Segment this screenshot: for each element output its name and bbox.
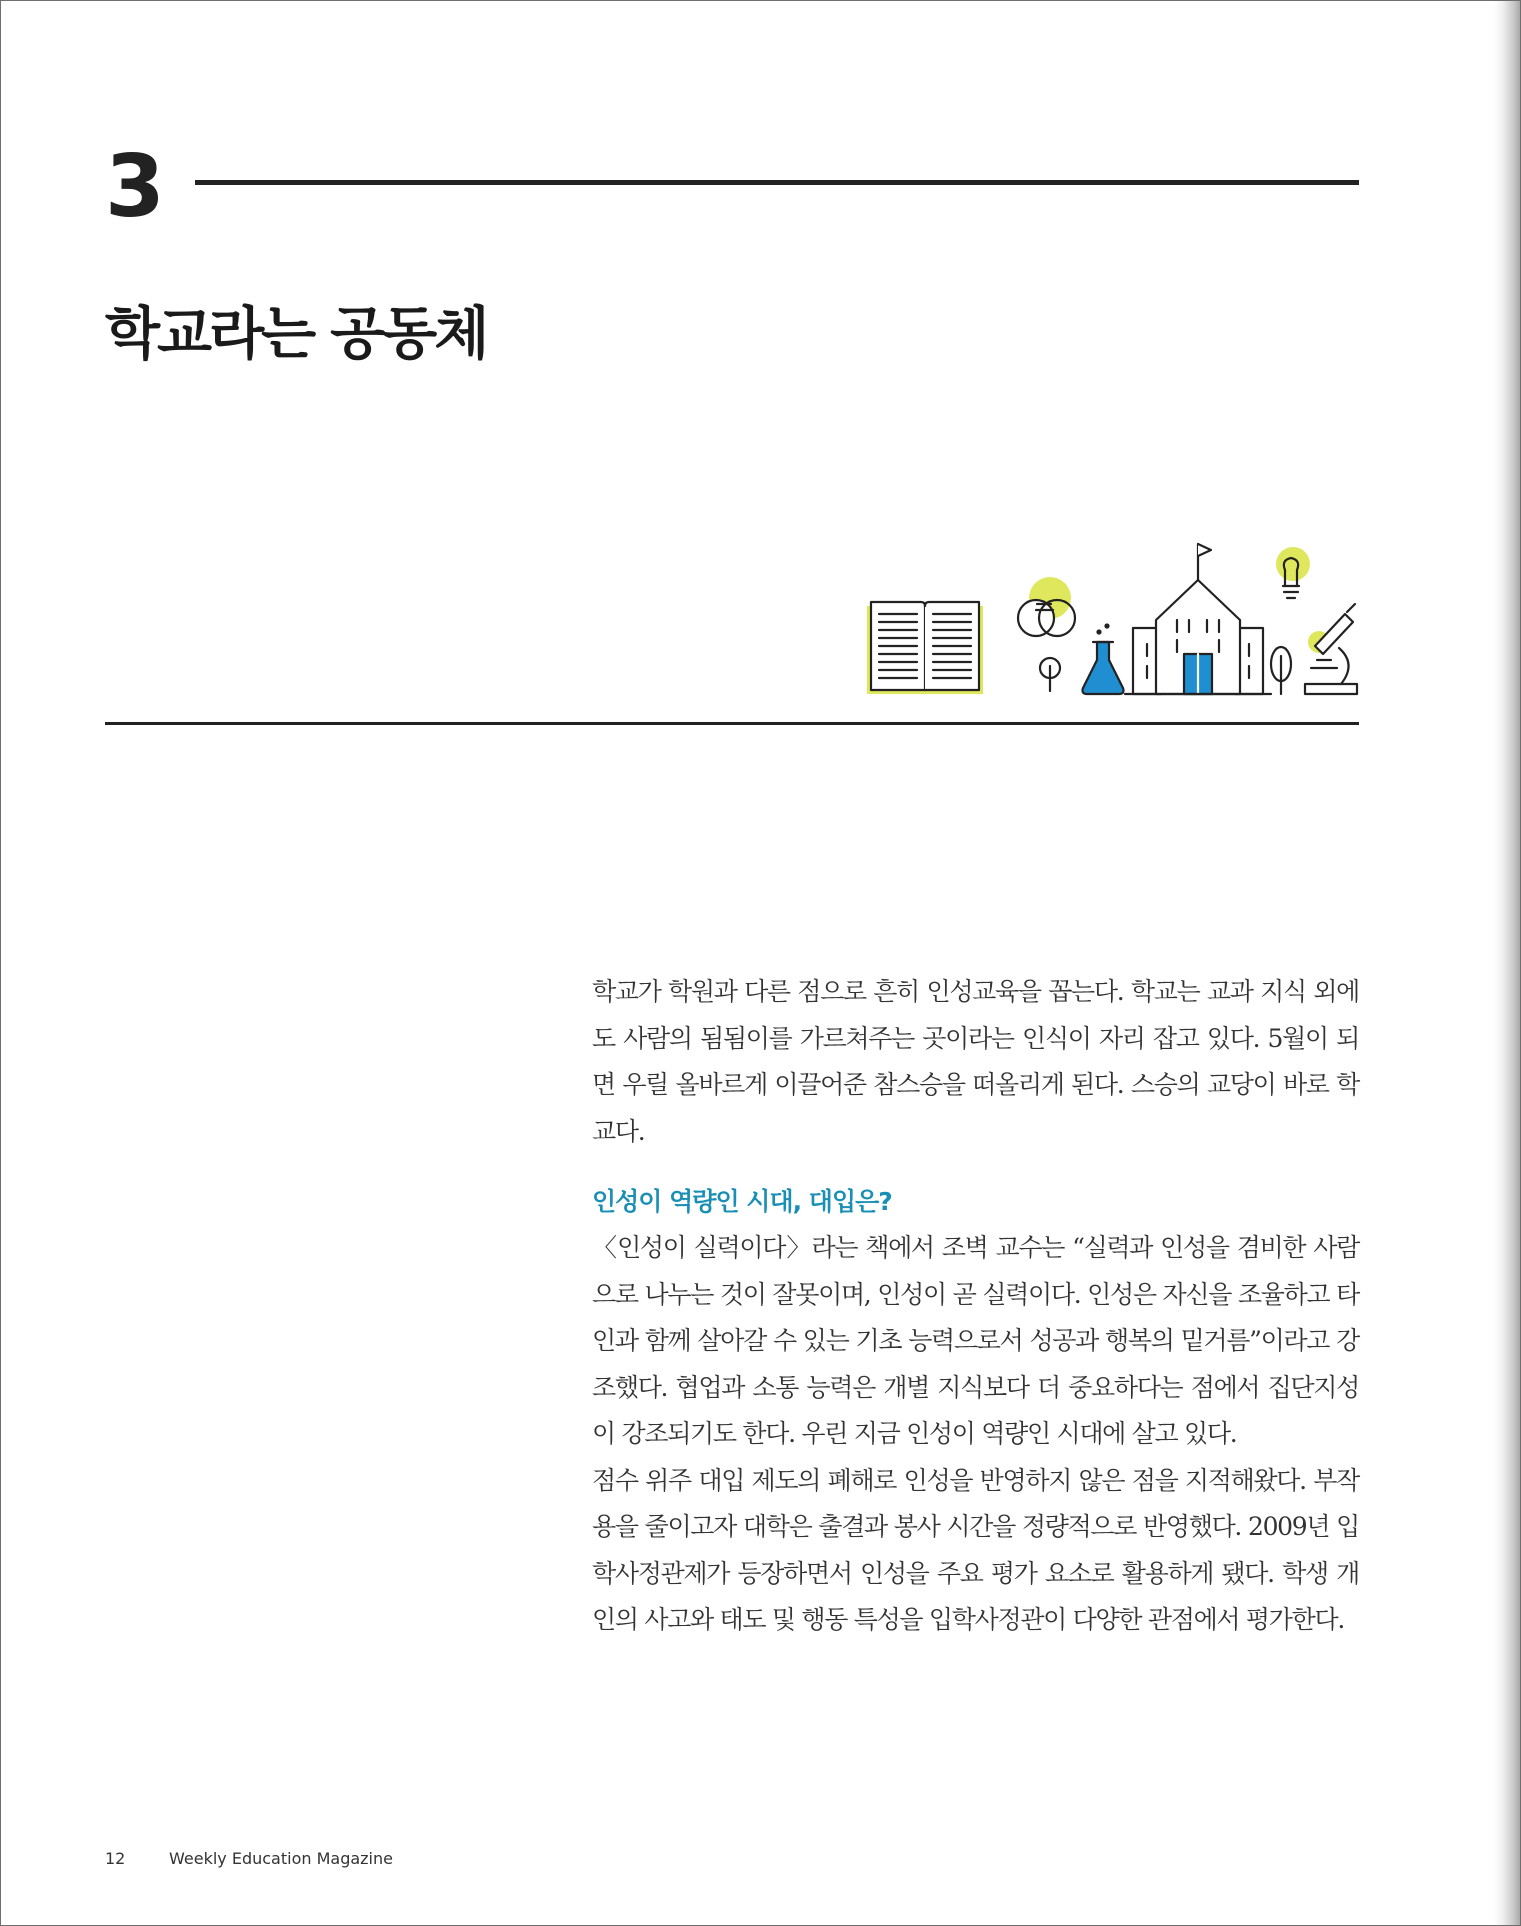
subheading: 인성이 역량인 시대, 대입은? <box>592 1187 892 1216</box>
open-book-icon <box>867 602 983 694</box>
chapter-rule <box>195 180 1359 185</box>
article-body <box>592 969 1359 1644</box>
body-paragraph: 〈인성이 실력이다〉라는 책에서 조벽 교수는 “실력과 인성을 겸비한 사람으로 나누는 것이 잘못이며, 인성이 곧 실력이다. 인성은 자신을 조율하고 타인과 함께 살아갈 수 있는 기초 능력으로서 성공과 행복의 밑거름”이라고 강조했다. 협업과 소통 능력은 개별 지식보다 더 중요하다는 점에서 집단지성이 강조되기도 한다. 우린 지금 인성이 역량인 시대에 살고 있다. <box>592 1233 1359 1448</box>
school-building-icon <box>1125 544 1271 694</box>
body-paragraph: 점수 위주 대입 제도의 폐해로 인성을 반영하지 않은 점을 지적해왔다. 부작용을 줄이고자 대학은 출결과 봉사 시간을 정량적으로 반영했다. 2009년 입학사정관제가 등장하면서 인성을 주요 평가 요소로 활용하게 됐다. 학생 개인의 사고와 태도 및 행동 특성을 입학사정관이 다양한 관점에서 평가한다. <box>592 1465 1359 1634</box>
flask-icon <box>1083 625 1124 695</box>
venn-diagram-icon <box>1018 577 1075 636</box>
chapter-number: 3 <box>105 137 163 237</box>
intro-paragraph: 학교가 학원과 다른 점으로 흔히 인성교육을 꼽는다. 학교는 교과 지식 외에도 사람의 됨됨이를 가르쳐주는 곳이라는 인식이 자리 잡고 있다. 5월이 되면 우릴 올바르게 이끌어준 참스승을 떠올리게 된다. 스승의 교당이 바로 학교다. <box>592 977 1359 1146</box>
section-rule <box>105 722 1359 725</box>
chapter-title: 학교라는 공동체 <box>105 301 487 367</box>
light-bulb-icon <box>1276 547 1310 598</box>
page-footer <box>105 1849 393 1869</box>
microscope-icon <box>1305 604 1357 694</box>
tree-icon <box>1271 647 1291 694</box>
page-number: 12 <box>105 1849 126 1868</box>
tree-icon <box>1040 658 1060 691</box>
education-illustration <box>861 536 1361 701</box>
page-gutter-shadow <box>1494 1 1520 1925</box>
publication-name: Weekly Education Magazine <box>169 1849 393 1868</box>
